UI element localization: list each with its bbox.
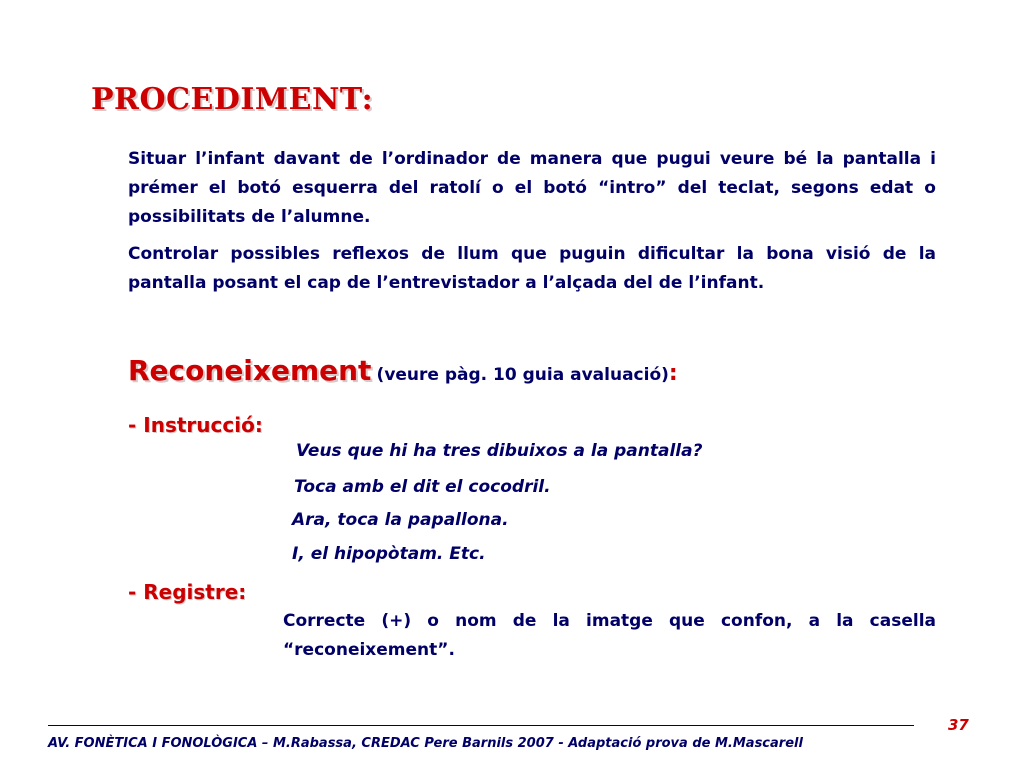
procedure-paragraph-1: Situar l’infant davant de l’ordinador de manera que pugui veure bé la pantalla i prémer el botó esquerra del ratolí o el botó “intro” del teclat, segons edat o possibilitats de l’alumne.	[128, 149, 936, 227]
instruction-line: I, el hipopòtam. Etc.	[292, 544, 486, 564]
page-title: PROCEDIMENT:	[91, 82, 374, 117]
section-colon: :	[668, 361, 678, 386]
register-label: - Registre:	[128, 580, 247, 604]
section-heading	[128, 354, 678, 387]
footer-divider	[48, 725, 914, 726]
footer-credit: AV. FONÈTICA I FONOLÒGICA – M.Rabassa, CREDAC Pere Barnils 2007 - Adaptació prova de M.Mascarell	[48, 736, 803, 751]
procedure-paragraph-2: Controlar possibles reflexos de llum que puguin dificultar la bona visió de la pantalla posant el cap de l’entrevistador a l’alçada del de l’infant.	[128, 244, 936, 293]
instruction-label: - Instrucció:	[128, 413, 263, 437]
page-number: 37	[948, 716, 969, 734]
instruction-line: Ara, toca la papallona.	[292, 510, 509, 530]
register-text: Correcte (+) o nom de la imatge que confon, a la casella “reconeixement”.	[283, 611, 936, 660]
section-reference-note: (veure pàg. 10 guia avaluació)	[376, 365, 669, 385]
section-title: Reconeixement	[128, 354, 372, 387]
instruction-line: Toca amb el dit el cocodril.	[294, 477, 551, 497]
instruction-line: Veus que hi ha tres dibuixos a la pantalla?	[296, 441, 703, 461]
